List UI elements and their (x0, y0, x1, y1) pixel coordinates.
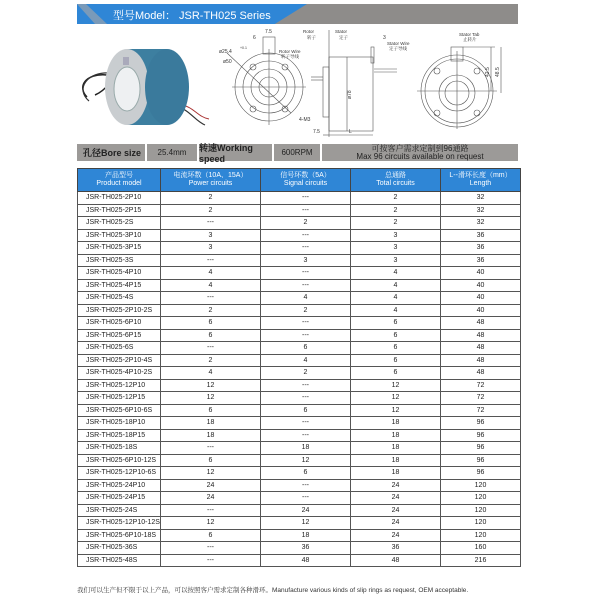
table-row (78, 517, 521, 530)
cell-signal: 3 (261, 254, 351, 267)
header-power-circuits (161, 169, 261, 192)
cell-total: 6 (351, 342, 441, 355)
cell-length: 48 (441, 367, 521, 380)
cell-model: JSR-TH025-3P10 (78, 229, 161, 242)
cell-power: --- (161, 554, 261, 567)
cell-length: 36 (441, 254, 521, 267)
footer-note: 我们可以生产但不限于以上产品，可以按照客户需求定制各种滑环。Manufacture various kinds of slip rings as request, OEM acceptable. (77, 587, 469, 594)
cell-power: 4 (161, 367, 261, 380)
cell-signal: 12 (261, 454, 351, 467)
cell-power: 12 (161, 379, 261, 392)
cell-power: --- (161, 217, 261, 230)
side-view-drawing (311, 30, 397, 137)
rotor-wire-label: Rotor Wire (279, 49, 301, 54)
outer-dimension: ø50 (223, 59, 232, 65)
cell-length: 216 (441, 554, 521, 567)
cell-signal: 18 (261, 442, 351, 455)
header-cn: 电流环数（10A、15A） (173, 172, 248, 179)
cell-power: 3 (161, 242, 261, 255)
table-row (78, 429, 521, 442)
cell-power: 12 (161, 392, 261, 405)
cell-length: 40 (441, 304, 521, 317)
cell-power: --- (161, 542, 261, 555)
cell-total: 18 (351, 442, 441, 455)
cell-power: 6 (161, 454, 261, 467)
header-en: Power circuits (188, 180, 233, 187)
cell-model: JSR-TH025-4P10-2S (78, 367, 161, 380)
cell-power: 4 (161, 279, 261, 292)
cell-power: 6 (161, 529, 261, 542)
cell-signal: 12 (261, 517, 351, 530)
table-row (78, 454, 521, 467)
cell-total: 4 (351, 292, 441, 305)
cell-model: JSR-TH025-4P15 (78, 279, 161, 292)
cell-power: 3 (161, 229, 261, 242)
cell-length: 96 (441, 442, 521, 455)
spec-bar (77, 143, 518, 164)
cell-length: 96 (441, 417, 521, 430)
table-row (78, 542, 521, 555)
header-en: Total circuits (376, 180, 415, 187)
table-row (78, 379, 521, 392)
cell-model: JSR-TH025-6S (78, 342, 161, 355)
cell-length: 32 (441, 204, 521, 217)
header-en: Product model (96, 180, 142, 187)
stator-label-cn: 定子 (339, 35, 348, 40)
table-row (78, 267, 521, 280)
cell-signal: 2 (261, 367, 351, 380)
custom-circuits-note (322, 144, 518, 161)
cell-signal: --- (261, 229, 351, 242)
custom-note-en: Max 96 circuits available on request (356, 151, 484, 161)
product-figure (77, 25, 518, 140)
table-row (78, 467, 521, 480)
cell-power: 12 (161, 517, 261, 530)
cell-signal: --- (261, 417, 351, 430)
cell-length: 48 (441, 317, 521, 330)
diameter-dimension: ø78 (347, 90, 353, 99)
cell-total: 18 (351, 467, 441, 480)
cell-length: 120 (441, 529, 521, 542)
table-row (78, 204, 521, 217)
table-row (78, 442, 521, 455)
cell-total: 4 (351, 304, 441, 317)
cell-signal: 2 (261, 304, 351, 317)
tab-slot: 6 (253, 35, 256, 41)
cell-length: 40 (441, 267, 521, 280)
cell-total: 12 (351, 392, 441, 405)
cell-signal: --- (261, 267, 351, 280)
cell-power: 2 (161, 304, 261, 317)
product-illustration (77, 25, 518, 140)
cell-total: 24 (351, 479, 441, 492)
model-banner (77, 4, 518, 24)
cell-total: 3 (351, 254, 441, 267)
cell-model: JSR-TH025-12P10-12S (78, 517, 161, 530)
table-row (78, 479, 521, 492)
cell-model: JSR-TH025-3P15 (78, 242, 161, 255)
cell-model: JSR-TH025-4S (78, 292, 161, 305)
rotor-label-cn: 转子 (307, 35, 316, 40)
cell-model: JSR-TH025-12P15 (78, 392, 161, 405)
cell-total: 24 (351, 492, 441, 505)
header-length (441, 169, 521, 192)
header-cn: 产品型号 (105, 172, 133, 179)
table-header-row (78, 169, 521, 192)
cell-power: 24 (161, 492, 261, 505)
cell-length: 96 (441, 467, 521, 480)
cell-length: 36 (441, 242, 521, 255)
table-body (78, 192, 521, 567)
cell-power: 2 (161, 204, 261, 217)
working-speed-value: 600RPM (274, 144, 322, 161)
table-row (78, 304, 521, 317)
cell-signal: --- (261, 204, 351, 217)
cell-signal: 6 (261, 404, 351, 417)
cell-total: 6 (351, 354, 441, 367)
cell-model: JSR-TH025-12P10 (78, 379, 161, 392)
cell-model: JSR-TH025-4P10 (78, 267, 161, 280)
cell-signal: --- (261, 329, 351, 342)
cell-length: 120 (441, 517, 521, 530)
cell-length: 120 (441, 479, 521, 492)
cell-power: 18 (161, 429, 261, 442)
stator-tab-label: Stator Tab (459, 32, 480, 37)
table-row (78, 192, 521, 205)
cell-signal: --- (261, 429, 351, 442)
header-en: Signal circuits (283, 180, 328, 187)
cell-signal: 6 (261, 467, 351, 480)
header-cn: 信号环数（5A） (280, 172, 331, 179)
cell-signal: 6 (261, 342, 351, 355)
cell-length: 32 (441, 217, 521, 230)
back-view-drawing (417, 47, 501, 129)
cell-power: 12 (161, 467, 261, 480)
cell-model: JSR-TH025-6P10 (78, 317, 161, 330)
rotor-wire-label-cn: 转子导线 (281, 54, 299, 59)
cell-model: JSR-TH025-2P10-4S (78, 354, 161, 367)
cell-model: JSR-TH025-24P10 (78, 479, 161, 492)
cell-length: 72 (441, 404, 521, 417)
cell-signal: --- (261, 379, 351, 392)
custom-note-cn: 可按客户需求定制到96通路 (371, 143, 469, 153)
tab-width: 7.5 (265, 29, 272, 35)
cell-total: 3 (351, 229, 441, 242)
cell-signal: --- (261, 392, 351, 405)
cell-length: 72 (441, 392, 521, 405)
table-row (78, 404, 521, 417)
bore-dimension: ø25.4 (219, 49, 232, 55)
table-row (78, 529, 521, 542)
cell-total: 6 (351, 329, 441, 342)
slip-ring-photo (83, 49, 209, 125)
cell-model: JSR-TH025-2S (78, 217, 161, 230)
cell-power: 6 (161, 329, 261, 342)
header-cn: 总通路 (385, 172, 406, 179)
cell-total: 4 (351, 267, 441, 280)
cell-total: 12 (351, 404, 441, 417)
cell-power: 4 (161, 267, 261, 280)
cell-total: 2 (351, 204, 441, 217)
working-speed-label-text: 转速Working speed (199, 143, 253, 164)
flange-dimension: 7.5 (313, 129, 320, 135)
cell-total: 18 (351, 454, 441, 467)
cell-length: 120 (441, 492, 521, 505)
stator-label: Stator (335, 29, 348, 34)
cell-length: 40 (441, 292, 521, 305)
dim-48-5: 48.5 (495, 67, 501, 77)
header-en: Length (469, 180, 492, 187)
cell-total: 24 (351, 517, 441, 530)
table-row (78, 229, 521, 242)
header-cn: L--滑环长度（mm） (449, 172, 512, 179)
cell-model: JSR-TH025-6P10-12S (78, 454, 161, 467)
cell-length: 96 (441, 429, 521, 442)
cell-model: JSR-TH025-3S (78, 254, 161, 267)
cell-model: JSR-TH025-48S (78, 554, 161, 567)
cell-length: 36 (441, 229, 521, 242)
cell-length: 96 (441, 454, 521, 467)
cell-power: --- (161, 442, 261, 455)
table-row (78, 504, 521, 517)
cell-total: 3 (351, 242, 441, 255)
cell-length: 120 (441, 504, 521, 517)
product-table (77, 168, 521, 567)
cell-model: JSR-TH025-36S (78, 542, 161, 555)
cell-length: 48 (441, 329, 521, 342)
length-dimension: L (349, 129, 352, 135)
cell-length: 40 (441, 279, 521, 292)
cell-total: 6 (351, 317, 441, 330)
cell-power: 6 (161, 317, 261, 330)
cell-model: JSR-TH025-24S (78, 504, 161, 517)
cell-signal: --- (261, 492, 351, 505)
cell-signal: 48 (261, 554, 351, 567)
cell-model: JSR-TH025-6P15 (78, 329, 161, 342)
cell-total: 2 (351, 192, 441, 205)
stator-wire-label: Stator Wire (387, 41, 410, 46)
working-speed-label (199, 143, 274, 164)
cell-length: 72 (441, 379, 521, 392)
cell-power: 24 (161, 479, 261, 492)
cell-total: 6 (351, 367, 441, 380)
cell-total: 24 (351, 504, 441, 517)
cell-model: JSR-TH025-2P15 (78, 204, 161, 217)
cell-signal: --- (261, 192, 351, 205)
rotor-label: Rotor (303, 29, 315, 34)
table-row (78, 317, 521, 330)
bore-size-value: 25.4mm (147, 144, 199, 161)
stator-wire-label-cn: 定子导线 (389, 46, 407, 51)
table-row (78, 329, 521, 342)
table-row (78, 367, 521, 380)
cell-length: 32 (441, 192, 521, 205)
cell-model: JSR-TH025-2P10-2S (78, 304, 161, 317)
cell-signal: --- (261, 279, 351, 292)
cell-length: 160 (441, 542, 521, 555)
cell-total: 48 (351, 554, 441, 567)
header-signal-circuits (261, 169, 351, 192)
cell-power: --- (161, 504, 261, 517)
cell-signal: --- (261, 479, 351, 492)
bore-tolerance: +0.1 (240, 46, 247, 50)
cell-model: JSR-TH025-6P10-18S (78, 529, 161, 542)
cell-total: 36 (351, 542, 441, 555)
cell-power: 18 (161, 417, 261, 430)
cell-signal: --- (261, 242, 351, 255)
cell-model: JSR-TH025-18P15 (78, 429, 161, 442)
cell-total: 24 (351, 529, 441, 542)
cell-model: JSR-TH025-18P10 (78, 417, 161, 430)
dim-42-5: 42.5 (485, 67, 491, 77)
table-row (78, 417, 521, 430)
table-row (78, 254, 521, 267)
bore-size-label-text: 孔径Bore size (83, 148, 142, 158)
cell-model: JSR-TH025-18S (78, 442, 161, 455)
cell-signal: 24 (261, 504, 351, 517)
header-product-model (78, 169, 161, 192)
cell-total: 4 (351, 279, 441, 292)
cell-power: 2 (161, 354, 261, 367)
cell-signal: 4 (261, 354, 351, 367)
cell-signal: 18 (261, 529, 351, 542)
cell-power: --- (161, 342, 261, 355)
screws-label: 4-M3 (299, 117, 311, 123)
cell-signal: 4 (261, 292, 351, 305)
cell-power: 6 (161, 404, 261, 417)
cell-model: JSR-TH025-12P10-6S (78, 467, 161, 480)
cell-signal: 36 (261, 542, 351, 555)
cell-model: JSR-TH025-2P10 (78, 192, 161, 205)
table-row (78, 292, 521, 305)
header-total-circuits (351, 169, 441, 192)
table-row (78, 492, 521, 505)
table-row (78, 392, 521, 405)
cell-signal: 2 (261, 217, 351, 230)
table-row (78, 554, 521, 567)
cell-model: JSR-TH025-24P15 (78, 492, 161, 505)
table-row (78, 354, 521, 367)
gap-dimension: 3 (383, 35, 386, 41)
cell-power: 2 (161, 192, 261, 205)
banner-title: 型号Model： JSR-TH025 Series (113, 10, 271, 22)
table-row (78, 342, 521, 355)
table-row (78, 242, 521, 255)
cell-total: 2 (351, 217, 441, 230)
cell-length: 48 (441, 342, 521, 355)
table-row (78, 217, 521, 230)
cell-power: --- (161, 254, 261, 267)
cell-length: 48 (441, 354, 521, 367)
table-row (78, 279, 521, 292)
cell-total: 18 (351, 429, 441, 442)
stator-tab-label-cn: 止转片 (463, 37, 477, 42)
cell-model: JSR-TH025-6P10-6S (78, 404, 161, 417)
cell-total: 12 (351, 379, 441, 392)
cell-power: --- (161, 292, 261, 305)
bore-size-label (77, 144, 147, 161)
cell-signal: --- (261, 317, 351, 330)
cell-total: 18 (351, 417, 441, 430)
